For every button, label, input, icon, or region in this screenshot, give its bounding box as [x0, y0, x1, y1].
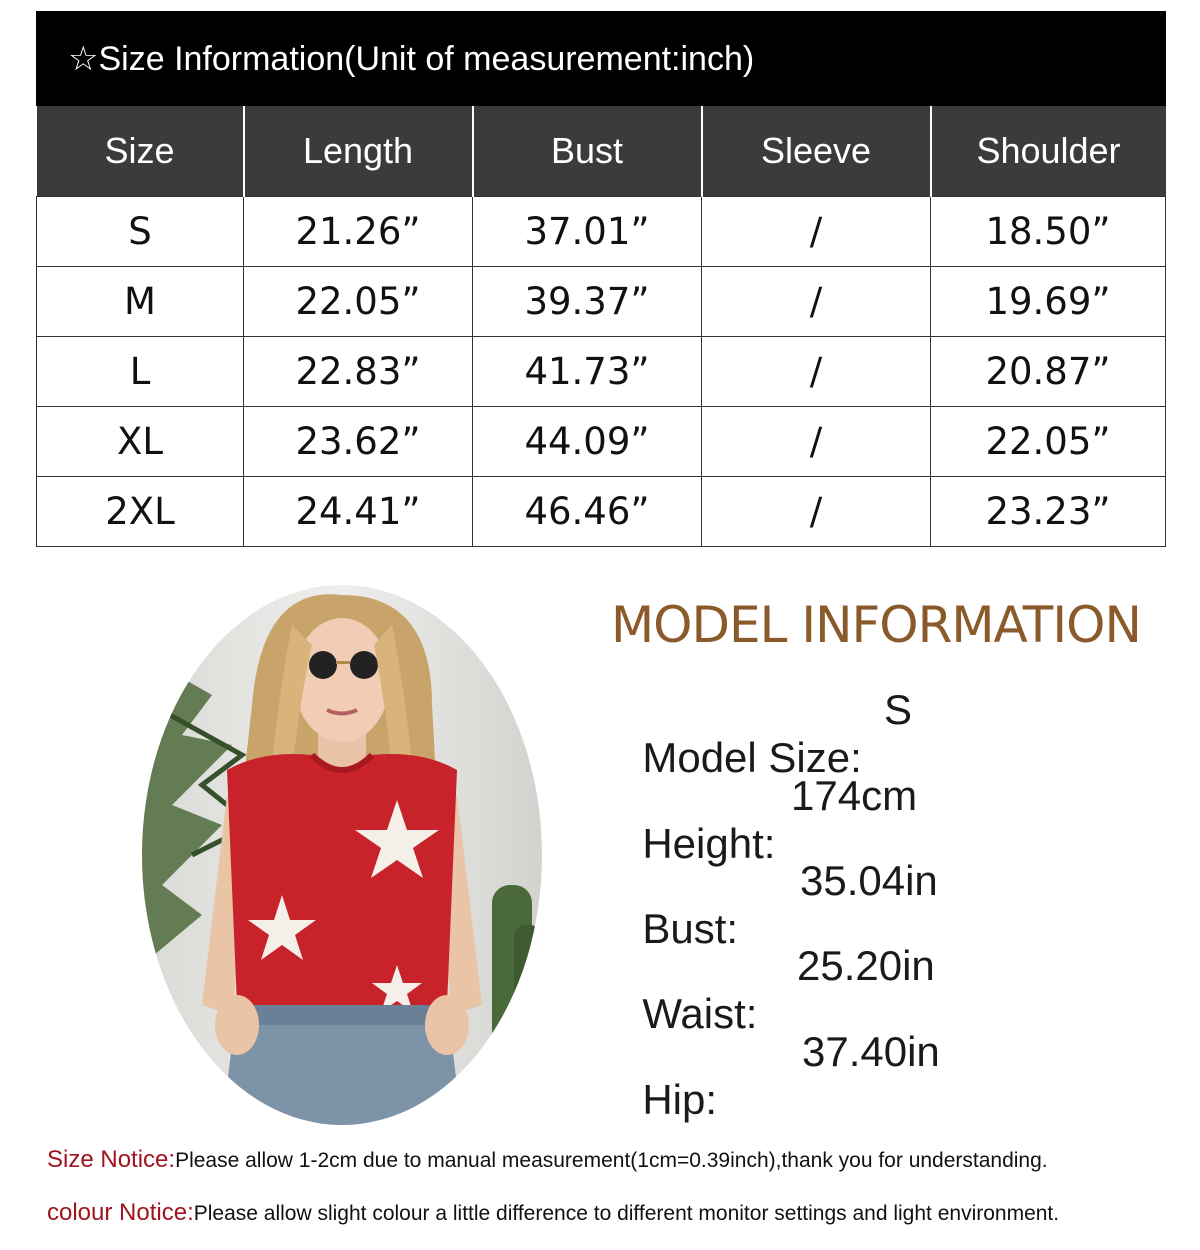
table-cell: 21.26” [244, 197, 473, 267]
table-cell: / [702, 337, 931, 407]
table-cell: S [37, 197, 244, 267]
table-row [37, 407, 1166, 477]
column-header: Length [244, 106, 473, 197]
table-cell: 39.37” [473, 267, 702, 337]
height-value: 174cm [791, 772, 918, 819]
column-header: Bust [473, 106, 702, 197]
table-cell: / [702, 267, 931, 337]
table-row [37, 267, 1166, 337]
table-row [37, 477, 1166, 547]
colour-notice-text: Please allow slight colour a little difference to different monitor settings and light environment. [193, 1202, 1060, 1225]
table-cell: 46.46” [473, 477, 702, 547]
table-cell: M [37, 267, 244, 337]
size-table-header [37, 106, 1166, 197]
table-cell: 23.23” [931, 477, 1166, 547]
model-size-value: S [884, 686, 913, 733]
size-notice-label: Size Notice: [47, 1146, 176, 1173]
size-info-title: ☆Size Information(Unit of measurement:inch) [36, 11, 1166, 106]
colour-notice-label: colour Notice: [47, 1199, 194, 1226]
table-cell: / [702, 477, 931, 547]
height-label: Height: [642, 820, 776, 867]
size-notice [47, 1146, 1048, 1174]
table-cell: 18.50” [931, 197, 1166, 267]
column-header: Size [37, 106, 244, 197]
table-row [37, 337, 1166, 407]
size-notice-text: Please allow 1-2cm due to manual measurement(1cm=0.39inch),thank you for understanding. [175, 1149, 1048, 1172]
bust-label: Bust: [642, 905, 739, 952]
table-cell: 23.62” [244, 407, 473, 477]
table-cell: 24.41” [244, 477, 473, 547]
waist-label: Waist: [642, 990, 758, 1037]
table-cell: / [702, 197, 931, 267]
model-info-title: MODEL INFORMATION [611, 596, 1141, 654]
table-cell: 22.05” [244, 267, 473, 337]
table-cell: 44.09” [473, 407, 702, 477]
table-cell: 22.05” [931, 407, 1166, 477]
table-cell: 37.01” [473, 197, 702, 267]
model-photo [142, 585, 542, 1125]
table-cell: 41.73” [473, 337, 702, 407]
column-header: Sleeve [702, 106, 931, 197]
hip-value: 37.40in [802, 1028, 940, 1075]
hip-label: Hip: [642, 1076, 718, 1123]
table-cell: 19.69” [931, 267, 1166, 337]
table-cell: XL [37, 407, 244, 477]
table-row [37, 197, 1166, 267]
table-cell: 22.83” [244, 337, 473, 407]
table-cell: L [37, 337, 244, 407]
table-cell: 20.87” [931, 337, 1166, 407]
table-cell: / [702, 407, 931, 477]
table-cell: 2XL [37, 477, 244, 547]
colour-notice [47, 1199, 1059, 1227]
model-size-label: Model Size: [642, 734, 862, 781]
bust-value: 35.04in [800, 857, 938, 904]
size-table [36, 106, 1166, 547]
waist-value: 25.20in [797, 942, 935, 989]
column-header: Shoulder [931, 106, 1166, 197]
